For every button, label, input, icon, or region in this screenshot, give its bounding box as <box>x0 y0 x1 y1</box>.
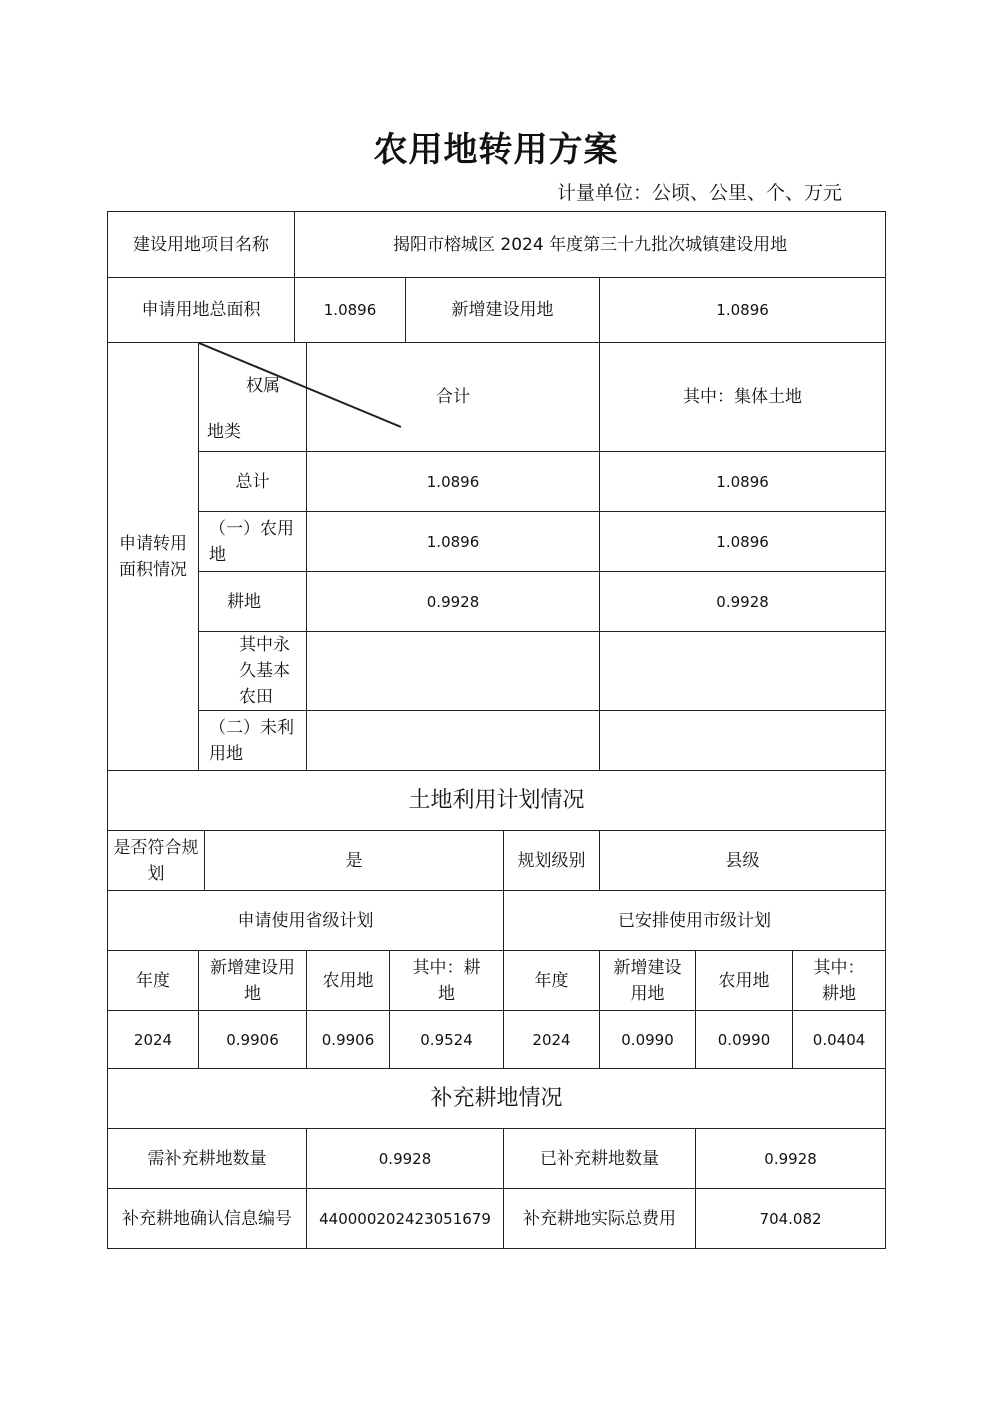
done-supplement-label: 已补充耕地数量 <box>504 1129 696 1189</box>
table-row <box>108 632 886 711</box>
table-row <box>108 512 886 572</box>
conform-value: 是 <box>205 831 504 891</box>
row-total-value: 1.0896 <box>307 452 600 512</box>
conform-label: 是否符合规划 <box>108 831 205 891</box>
done-supplement-value: 0.9928 <box>696 1129 886 1189</box>
table-row <box>108 711 886 771</box>
row-label-arable: 耕地 <box>199 572 307 632</box>
row-collective-value: 0.9928 <box>600 572 886 632</box>
confirm-code-value: 440000202423051679 <box>307 1189 504 1249</box>
project-name-value: 揭阳市榕城区 2024 年度第三十九批次城镇建设用地 <box>295 212 886 278</box>
provincial-plan-label: 申请使用省级计划 <box>108 891 504 951</box>
row-label-basic-farmland: 其中永久基本农田 <box>199 632 307 711</box>
prov-agri: 0.9906 <box>307 1011 390 1069</box>
total-cost-value: 704.082 <box>696 1189 886 1249</box>
table-row <box>108 572 886 632</box>
row-collective-value <box>600 632 886 711</box>
row-total-value: 0.9928 <box>307 572 600 632</box>
ownership-header: 权属 <box>246 376 281 396</box>
total-area-label: 申请用地总面积 <box>108 278 295 343</box>
total-area-value: 1.0896 <box>295 278 406 343</box>
landtype-header: 地类 <box>207 422 241 442</box>
supplement-section-title: 补充耕地情况 <box>108 1069 886 1129</box>
city-header-new: 新增建设用地 <box>600 951 696 1011</box>
conversion-side-label: 申请转用面积情况 <box>108 343 199 771</box>
prov-year: 2024 <box>108 1011 199 1069</box>
prov-new: 0.9906 <box>199 1011 307 1069</box>
project-name-label: 建设用地项目名称 <box>108 212 295 278</box>
need-supplement-value: 0.9928 <box>307 1129 504 1189</box>
prov-header-agri: 农用地 <box>307 951 390 1011</box>
plan-level-label: 规划级别 <box>504 831 600 891</box>
city-new: 0.0990 <box>600 1011 696 1069</box>
need-supplement-label: 需补充耕地数量 <box>108 1129 307 1189</box>
city-arable: 0.0404 <box>793 1011 886 1069</box>
table-row <box>108 452 886 512</box>
row-collective-value: 1.0896 <box>600 512 886 572</box>
row-total-value: 1.0896 <box>307 512 600 572</box>
collective-column-header: 其中：集体土地 <box>600 343 886 452</box>
total-cost-label: 补充耕地实际总费用 <box>504 1189 696 1249</box>
plan-section-title: 土地利用计划情况 <box>108 771 886 831</box>
document-title: 农用地转用方案 <box>373 130 619 170</box>
row-label-agri: （一）农用地 <box>199 512 307 572</box>
row-total-value <box>307 632 600 711</box>
land-conversion-table <box>107 211 886 1249</box>
total-column-header: 合计 <box>307 343 600 452</box>
prov-header-new: 新增建设用地 <box>199 951 307 1011</box>
unit-note: 计量单位：公顷、公里、个、万元 <box>556 182 842 204</box>
city-plan-label: 已安排使用市级计划 <box>504 891 886 951</box>
diagonal-header-cell <box>199 343 307 452</box>
prov-header-year: 年度 <box>108 951 199 1011</box>
row-label-total: 总计 <box>199 452 307 512</box>
row-label-unused: （二）未利用地 <box>199 711 307 771</box>
table-row <box>108 1011 886 1069</box>
new-construction-label: 新增建设用地 <box>406 278 600 343</box>
prov-header-arable: 其中：耕地 <box>390 951 504 1011</box>
plan-level-value: 县级 <box>600 831 886 891</box>
city-header-year: 年度 <box>504 951 600 1011</box>
city-header-agri: 农用地 <box>696 951 793 1011</box>
prov-arable: 0.9524 <box>390 1011 504 1069</box>
row-collective-value <box>600 711 886 771</box>
row-total-value <box>307 711 600 771</box>
city-year: 2024 <box>504 1011 600 1069</box>
row-collective-value: 1.0896 <box>600 452 886 512</box>
confirm-code-label: 补充耕地确认信息编号 <box>108 1189 307 1249</box>
city-agri: 0.0990 <box>696 1011 793 1069</box>
city-header-arable: 其中：耕地 <box>793 951 886 1011</box>
new-construction-value: 1.0896 <box>600 278 886 343</box>
